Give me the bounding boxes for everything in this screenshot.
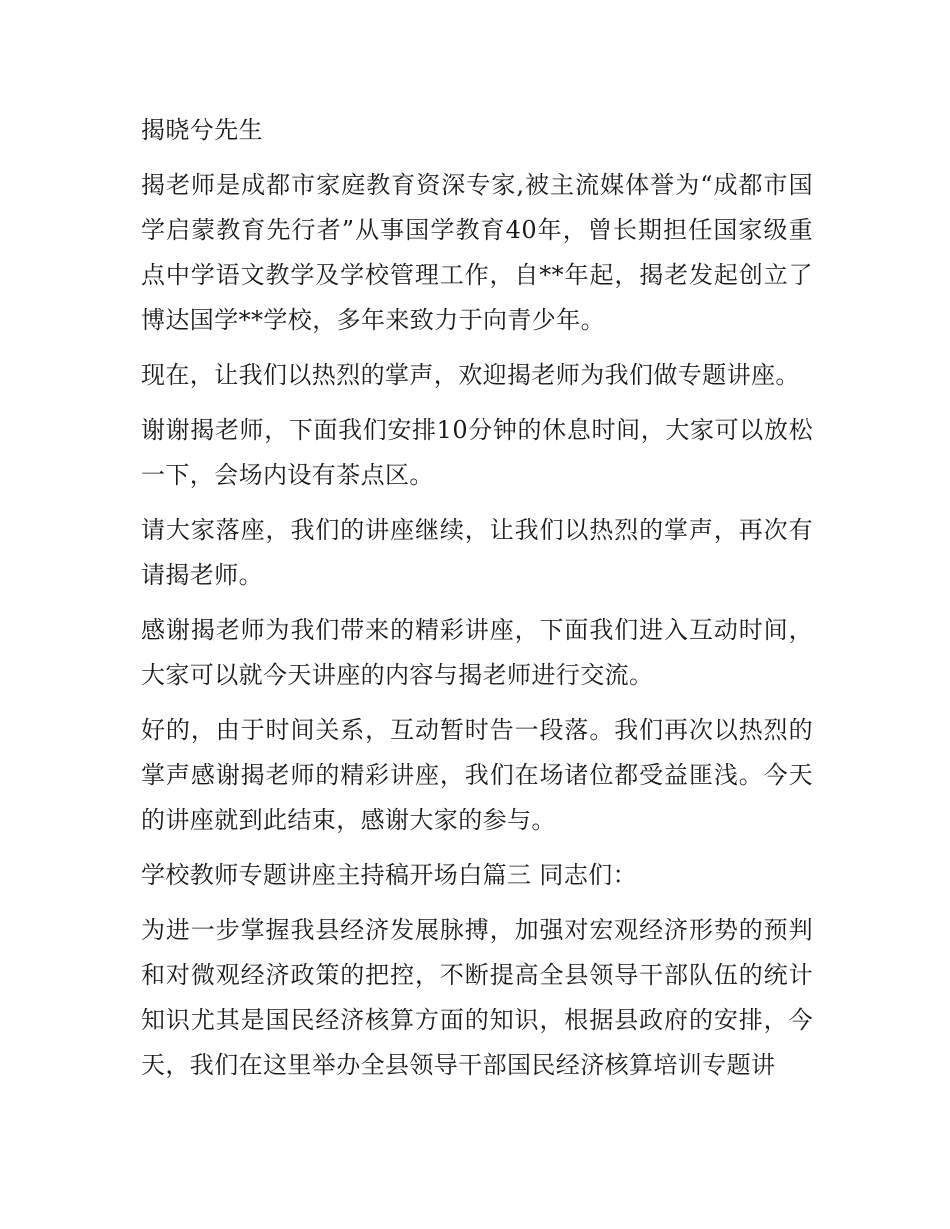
paragraph-break-notice: 谢谢揭老师，下面我们安排10分钟的休息时间，大家可以放松一下，会场内设有茶点区。	[141, 416, 813, 489]
paragraph-training-intro: 为进一步掌握我县经济发展脉搏，加强对宏观经济形势的预判和对微观经济政策的把控，不断提高全县领导干部队伍的统计知识尤其是国民经济核算方面的知识，根据县政府的安排，今天，我们在这里举办全县领导干部国民经济核算培训专题讲	[141, 916, 813, 1079]
section-heading: 学校教师专题讲座主持稿开场白篇三 同志们：	[141, 861, 638, 889]
paragraph-interaction: 感谢揭老师为我们带来的精彩讲座，下面我们进入互动时间，大家可以就今天讲座的内容与揭老师进行交流。	[141, 616, 813, 689]
paragraph-resume: 请大家落座，我们的讲座继续，让我们以热烈的掌声，再次有请揭老师。	[141, 516, 813, 589]
paragraph-closing: 好的，由于时间关系，互动暂时告一段落。我们再次以热烈的掌声感谢揭老师的精彩讲座，我们在场诸位都受益匪浅。今天的讲座就到此结束，感谢大家的参与。	[141, 716, 813, 834]
paragraph-speaker-name: 揭晓兮先生	[141, 116, 263, 144]
document-body	[141, 108, 813, 1088]
paragraph-welcome: 现在，让我们以热烈的掌声，欢迎揭老师为我们做专题讲座。	[141, 361, 800, 389]
paragraph-speaker-intro: 揭老师是成都市家庭教育资深专家,被主流媒体誉为“成都市国学启蒙教育先行者”从事国学教育40年，曾长期担任国家级重点中学语文教学及学校管理工作，自**年起，揭老发起创立了博达国学**学校，多年来致力于向青少年。	[141, 171, 813, 334]
